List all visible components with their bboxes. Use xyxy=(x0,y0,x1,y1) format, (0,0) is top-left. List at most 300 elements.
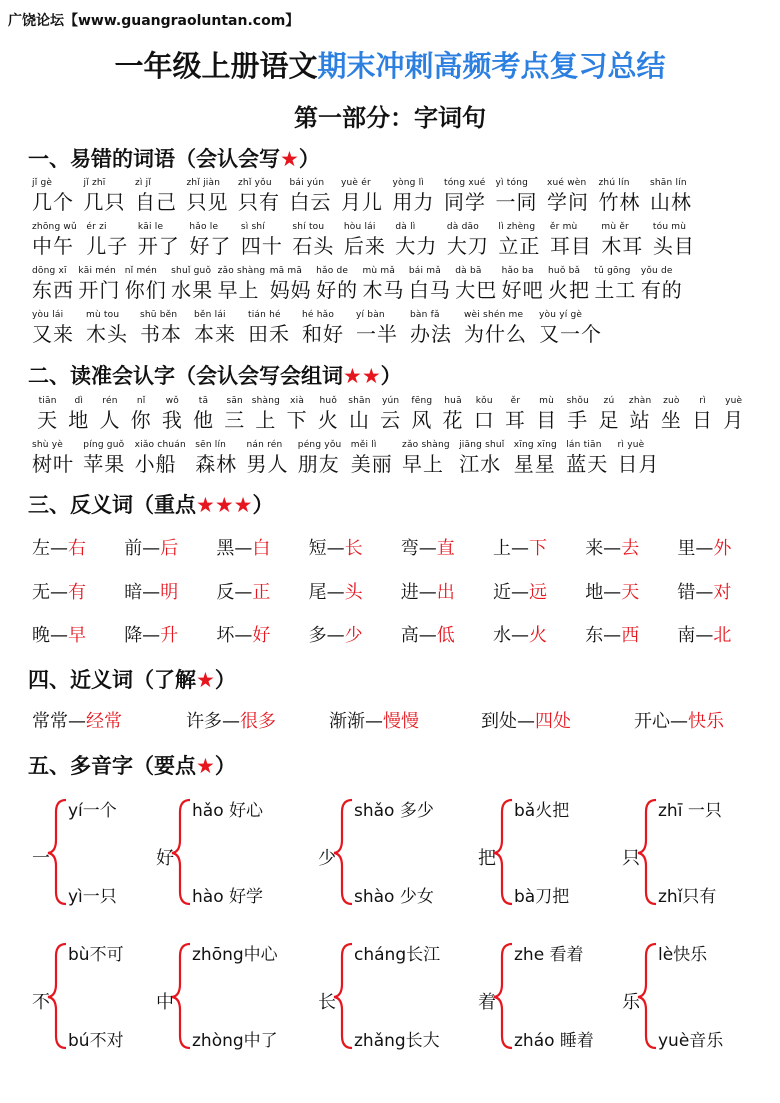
pinyin: yuè ér xyxy=(341,178,371,188)
section-4-text: 四、近义词（了解 xyxy=(28,668,196,692)
word-item xyxy=(298,440,342,477)
hanzi: 只有 xyxy=(238,190,280,214)
pinyin: bàn fǎ xyxy=(410,310,440,320)
hanzi: 又来 xyxy=(32,322,74,346)
hanzi: 上 xyxy=(255,408,277,432)
hanzi: 下 xyxy=(286,408,308,432)
hanzi: 大巴 xyxy=(455,278,498,302)
hanzi: 日 xyxy=(692,408,714,432)
hanzi: 早上 xyxy=(402,452,445,476)
word-item xyxy=(32,310,74,347)
antonym-pair xyxy=(585,621,639,647)
word-row xyxy=(32,222,704,259)
brace-path xyxy=(334,944,352,1048)
antonym-word: 来— xyxy=(585,538,622,559)
hanzi: 几只 xyxy=(83,190,126,214)
brace-icon xyxy=(622,796,662,906)
polyphone-char: 着 xyxy=(478,992,496,1013)
word-item xyxy=(566,440,608,477)
word-item xyxy=(447,222,489,259)
antonym-word: 东— xyxy=(585,625,622,646)
char-row xyxy=(32,396,749,433)
hanzi: 站 xyxy=(629,408,651,432)
char-item xyxy=(375,396,406,433)
antonym-answer: 直 xyxy=(436,538,455,559)
pinyin: shàng xyxy=(251,396,281,406)
pinyin: fēng xyxy=(411,396,433,406)
word-item xyxy=(410,310,452,347)
antonym-word: 左— xyxy=(32,538,68,559)
hanzi: 学问 xyxy=(547,190,589,214)
hanzi: 为什么 xyxy=(464,322,527,346)
brace-icon xyxy=(478,940,518,1050)
hanzi: 好的 xyxy=(316,278,359,302)
synonym-answer: 快乐 xyxy=(688,711,724,732)
pinyin: dà dāo xyxy=(446,222,479,232)
antonym-pair xyxy=(401,621,455,647)
hanzi: 足 xyxy=(598,408,620,432)
hanzi: 好吧 xyxy=(501,278,544,302)
char-item xyxy=(94,396,125,433)
hanzi: 山 xyxy=(348,408,370,432)
char-item xyxy=(313,396,344,433)
word-item xyxy=(292,222,334,259)
polyphone-top: zhī 一只 xyxy=(658,801,722,821)
hanzi: 妈妈 xyxy=(269,278,312,302)
word-item xyxy=(464,310,527,347)
brace-path xyxy=(334,800,352,904)
hanzi: 一半 xyxy=(356,322,398,346)
section-heading-4 xyxy=(28,664,236,694)
hanzi: 好了 xyxy=(189,234,232,258)
brace-icon xyxy=(318,940,358,1050)
pinyin: yí bàn xyxy=(356,310,385,320)
polyphone-char: 中 xyxy=(156,992,174,1013)
pinyin: huǒ xyxy=(319,396,338,406)
antonym-word: 暗— xyxy=(124,582,161,603)
word-item xyxy=(171,266,213,303)
pinyin: tóng xué xyxy=(444,178,486,188)
polyphone-bottom: bú不对 xyxy=(68,1031,124,1051)
antonym-word: 弯— xyxy=(400,538,437,559)
word-item xyxy=(32,222,77,259)
antonym-word: 高— xyxy=(400,625,437,646)
section-heading-1 xyxy=(28,143,320,173)
star-icon: ★ xyxy=(196,668,215,692)
word-item xyxy=(218,266,266,303)
section-3-text: 三、反义词（重点 xyxy=(28,493,196,517)
pinyin: wǒ xyxy=(165,396,179,406)
hanzi: 大刀 xyxy=(446,234,489,258)
brace-path xyxy=(48,944,66,1048)
pinyin: zhǐ yǒu xyxy=(238,178,272,188)
star-icon: ★ xyxy=(280,147,299,171)
polyphone-top: zhe 看着 xyxy=(514,945,584,965)
pinyin: lì zhèng xyxy=(498,222,536,232)
word-item xyxy=(653,222,695,259)
word-item xyxy=(84,178,126,215)
section-heading-2 xyxy=(28,360,402,390)
brace-icon xyxy=(32,940,72,1050)
pinyin: zǎo shàng xyxy=(217,266,266,276)
antonym-answer: 出 xyxy=(436,582,455,603)
pinyin: sān xyxy=(226,396,243,406)
hanzi: 水果 xyxy=(171,278,214,302)
synonym-pair xyxy=(634,707,724,733)
pinyin: rì yuè xyxy=(617,440,645,450)
char-item xyxy=(219,396,250,433)
word-item xyxy=(189,222,231,259)
antonym-pair xyxy=(493,621,547,647)
polyphone-bottom: shào 少女 xyxy=(354,887,434,907)
char-item xyxy=(188,396,219,433)
polyphone-group xyxy=(318,796,468,916)
brace-icon xyxy=(318,796,358,906)
antonym-answer: 升 xyxy=(160,625,179,646)
antonym-word: 上— xyxy=(493,538,529,559)
word-item xyxy=(32,266,74,303)
synonym-answer: 四处 xyxy=(535,711,571,732)
word-item xyxy=(547,178,589,215)
hanzi: 坐 xyxy=(660,408,682,432)
hanzi: 东西 xyxy=(32,278,74,302)
pinyin: jiāng shuǐ xyxy=(459,440,505,450)
pinyin: shù yè xyxy=(32,440,64,450)
hanzi: 三 xyxy=(224,408,246,432)
antonym-answer: 下 xyxy=(529,538,547,559)
word-item xyxy=(548,266,590,303)
hanzi: 花 xyxy=(442,408,464,432)
word-item xyxy=(83,440,125,477)
hanzi: 风 xyxy=(411,408,433,432)
word-row xyxy=(32,266,687,303)
antonym-answer: 少 xyxy=(344,625,363,646)
hanzi: 木头 xyxy=(86,322,128,346)
antonym-pair xyxy=(216,621,270,647)
pinyin: ěr mù xyxy=(549,222,578,232)
word-item xyxy=(125,266,167,303)
word-item xyxy=(316,266,358,303)
brace-path xyxy=(494,944,512,1048)
polyphone-top: yí一个 xyxy=(68,801,117,821)
antonym-word: 黑— xyxy=(216,538,253,559)
antonym-answer: 好 xyxy=(252,625,271,646)
pinyin: zhàn xyxy=(628,396,652,406)
polyphone-bottom: yì一只 xyxy=(68,887,117,907)
hanzi: 月儿 xyxy=(341,190,383,214)
hanzi: 和好 xyxy=(302,322,344,346)
pinyin: yòu lái xyxy=(32,310,64,320)
hanzi: 口 xyxy=(473,408,495,432)
antonym-pair xyxy=(124,534,178,560)
pinyin: mù ěr xyxy=(601,222,629,232)
polyphone-group xyxy=(156,796,306,916)
word-row xyxy=(32,178,702,215)
hanzi: 目 xyxy=(536,408,558,432)
pinyin: shū běn xyxy=(140,310,178,320)
hanzi: 苹果 xyxy=(83,452,126,476)
pinyin: yì tóng xyxy=(495,178,529,188)
antonym-answer: 火 xyxy=(529,625,547,646)
word-item xyxy=(135,178,177,215)
polyphone-char: 不 xyxy=(32,992,50,1013)
antonym-word: 里— xyxy=(677,538,714,559)
section-heading-5 xyxy=(28,750,236,780)
hanzi: 山林 xyxy=(650,190,692,214)
pinyin: tiān xyxy=(38,396,57,406)
hanzi: 土工 xyxy=(594,278,637,302)
hanzi: 只见 xyxy=(186,190,229,214)
word-item xyxy=(351,440,393,477)
pinyin: rì xyxy=(699,396,706,406)
title-colored: 期末冲刺高频考点复习总结 xyxy=(317,49,666,83)
polyphone-group xyxy=(478,796,628,916)
synonym-word: 常常— xyxy=(32,711,86,732)
word-item xyxy=(402,440,450,477)
hanzi: 竹林 xyxy=(598,190,641,214)
word-item xyxy=(395,222,437,259)
pinyin: yuè xyxy=(725,396,743,406)
antonym-answer: 对 xyxy=(713,582,732,603)
polyphone-top: cháng长江 xyxy=(354,945,441,965)
polyphone-top: hǎo 好心 xyxy=(192,801,263,821)
hanzi: 田禾 xyxy=(248,322,290,346)
hanzi: 云 xyxy=(380,408,402,432)
char-item xyxy=(437,396,468,433)
word-item xyxy=(246,440,288,477)
hanzi: 月 xyxy=(723,408,745,432)
hanzi: 立正 xyxy=(498,234,541,258)
polyphone-char: 好 xyxy=(156,848,174,869)
brace-path xyxy=(494,800,512,904)
hanzi: 中午 xyxy=(32,234,74,258)
word-item xyxy=(650,178,692,215)
pinyin: kǒu xyxy=(475,396,493,406)
antonym-answer: 正 xyxy=(252,582,271,603)
hanzi: 木耳 xyxy=(601,234,644,258)
pinyin: měi lì xyxy=(350,440,377,450)
word-item xyxy=(238,178,280,215)
word-item xyxy=(356,310,398,347)
word-item xyxy=(496,178,538,215)
word-item xyxy=(138,222,180,259)
antonym-pair xyxy=(401,578,455,604)
hanzi: 我 xyxy=(161,408,183,432)
word-item xyxy=(302,310,344,347)
section-5-end: ） xyxy=(214,754,236,778)
hanzi: 开了 xyxy=(137,234,180,258)
antonym-word: 坏— xyxy=(216,625,253,646)
antonym-answer: 后 xyxy=(160,538,179,559)
hanzi: 小船 xyxy=(134,452,177,476)
pinyin: bái yún xyxy=(289,178,325,188)
section-2-text: 二、读准会认字（会认会写会组词 xyxy=(28,364,343,388)
hanzi: 蓝天 xyxy=(566,452,609,476)
hanzi: 耳 xyxy=(504,408,526,432)
char-item xyxy=(469,396,500,433)
pinyin: hǎo de xyxy=(316,266,349,276)
hanzi: 星星 xyxy=(513,452,556,476)
word-item xyxy=(459,440,504,477)
hanzi: 用力 xyxy=(392,190,435,214)
char-item xyxy=(406,396,437,433)
polyphone-group xyxy=(318,940,468,1060)
pinyin: zì jǐ xyxy=(135,178,152,188)
word-item xyxy=(393,178,435,215)
hanzi: 朋友 xyxy=(297,452,340,476)
word-item xyxy=(444,178,486,215)
word-item xyxy=(248,310,290,347)
pinyin: xiǎo chuán xyxy=(134,440,186,450)
hanzi: 早上 xyxy=(217,278,260,302)
polyphone-bottom: yuè音乐 xyxy=(658,1031,724,1051)
char-item xyxy=(282,396,313,433)
antonym-word: 水— xyxy=(493,625,529,646)
word-item xyxy=(32,178,74,215)
antonym-word: 南— xyxy=(677,625,714,646)
polyphone-top: lè快乐 xyxy=(658,945,708,965)
brace-path xyxy=(638,800,656,904)
hanzi: 书本 xyxy=(140,322,182,346)
brace-icon xyxy=(478,796,518,906)
synonym-pair xyxy=(481,707,571,733)
char-item xyxy=(344,396,375,433)
word-item xyxy=(599,178,641,215)
word-item xyxy=(539,310,602,347)
word-item xyxy=(601,222,643,259)
polyphone-top: shǎo 多少 xyxy=(354,801,434,821)
hanzi: 地 xyxy=(68,408,90,432)
polyphone-bottom: zhòng中了 xyxy=(192,1031,278,1051)
pinyin: nǐ xyxy=(136,396,146,406)
hanzi: 你们 xyxy=(124,278,167,302)
word-item xyxy=(550,222,592,259)
page-title xyxy=(0,44,780,85)
hanzi: 自己 xyxy=(135,190,177,214)
polyphone-char: 乐 xyxy=(622,992,640,1013)
pinyin: jǐ zhī xyxy=(83,178,106,188)
antonym-pair xyxy=(493,578,547,604)
char-item xyxy=(126,396,157,433)
title-black: 一年级上册语文 xyxy=(114,49,318,83)
brace-icon xyxy=(156,796,196,906)
word-item xyxy=(140,310,182,347)
synonym-pair xyxy=(32,707,122,733)
pinyin: kāi le xyxy=(137,222,164,232)
antonym-pair xyxy=(309,578,363,604)
section-1-text: 一、易错的词语（会认会写 xyxy=(28,147,280,171)
synonym-pair xyxy=(329,707,419,733)
pinyin: sì shí xyxy=(240,222,266,232)
antonym-pair xyxy=(32,578,86,604)
pinyin: yòng lì xyxy=(392,178,425,188)
antonym-pair xyxy=(677,621,731,647)
word-row xyxy=(32,310,614,347)
synonym-word: 到处— xyxy=(481,711,535,732)
word-item xyxy=(641,266,683,303)
antonym-pair xyxy=(585,578,639,604)
char-word-row xyxy=(32,440,669,477)
polyphone-bottom: zhǎng长大 xyxy=(354,1031,440,1051)
word-item xyxy=(341,178,383,215)
pinyin: dà bā xyxy=(455,266,482,276)
word-item xyxy=(498,222,540,259)
antonym-answer: 北 xyxy=(713,625,732,646)
hanzi: 四十 xyxy=(240,234,283,258)
antonym-answer: 西 xyxy=(621,625,640,646)
word-item xyxy=(86,310,128,347)
antonym-word: 前— xyxy=(124,538,161,559)
antonym-word: 地— xyxy=(585,582,622,603)
char-item xyxy=(63,396,94,433)
antonym-pair xyxy=(32,621,86,647)
antonym-pair xyxy=(216,578,270,604)
pinyin: hǎo le xyxy=(189,222,219,232)
pinyin: shí tou xyxy=(292,222,325,232)
pinyin: nǐ mén xyxy=(124,266,158,276)
synonym-answer: 慢慢 xyxy=(383,711,419,732)
pinyin: zhōng wǔ xyxy=(32,222,77,232)
pinyin: zhǐ jiàn xyxy=(186,178,221,188)
word-item xyxy=(344,222,386,259)
word-item xyxy=(32,440,74,477)
char-item xyxy=(500,396,531,433)
antonym-word: 无— xyxy=(32,582,68,603)
hanzi: 大力 xyxy=(395,234,438,258)
antonym-answer: 远 xyxy=(529,582,547,603)
polyphone-bottom: zhǐ只有 xyxy=(658,887,717,907)
antonym-pair xyxy=(585,534,639,560)
polyphone-top: zhōng中心 xyxy=(192,945,278,965)
pinyin: mù xyxy=(539,396,555,406)
polyphone-group xyxy=(156,940,306,1060)
synonym-answer: 很多 xyxy=(240,711,276,732)
word-item xyxy=(78,266,120,303)
pinyin: zuò xyxy=(663,396,680,406)
pinyin: dì xyxy=(74,396,84,406)
hanzi: 耳目 xyxy=(549,234,592,258)
word-item xyxy=(455,266,497,303)
hanzi: 木马 xyxy=(362,278,405,302)
synonym-word: 渐渐— xyxy=(329,711,383,732)
pinyin: yǒu de xyxy=(640,266,673,276)
word-item xyxy=(194,310,236,347)
brace-path xyxy=(172,944,190,1048)
pinyin: bái mǎ xyxy=(408,266,441,276)
antonym-word: 短— xyxy=(308,538,345,559)
char-item xyxy=(250,396,281,433)
pinyin: tóu mù xyxy=(652,222,687,232)
word-item xyxy=(362,266,404,303)
antonym-answer: 天 xyxy=(621,582,640,603)
polyphone-top: bǎ火把 xyxy=(514,801,570,821)
hanzi: 头目 xyxy=(652,234,695,258)
antonym-answer: 长 xyxy=(344,538,363,559)
word-item xyxy=(241,222,283,259)
polyphone-group xyxy=(478,940,628,1060)
section-2-end: ） xyxy=(380,364,402,388)
hanzi: 一同 xyxy=(495,190,538,214)
pinyin: huǒ bǎ xyxy=(548,266,581,276)
synonym-word: 开心— xyxy=(634,711,688,732)
star-icon: ★★ xyxy=(343,364,381,388)
hanzi: 树叶 xyxy=(32,452,74,476)
word-item xyxy=(409,266,451,303)
polyphone-char: 少 xyxy=(318,848,336,869)
pinyin: wèi shén me xyxy=(464,310,524,320)
word-item xyxy=(514,440,557,477)
pinyin: lán tiān xyxy=(566,440,602,450)
